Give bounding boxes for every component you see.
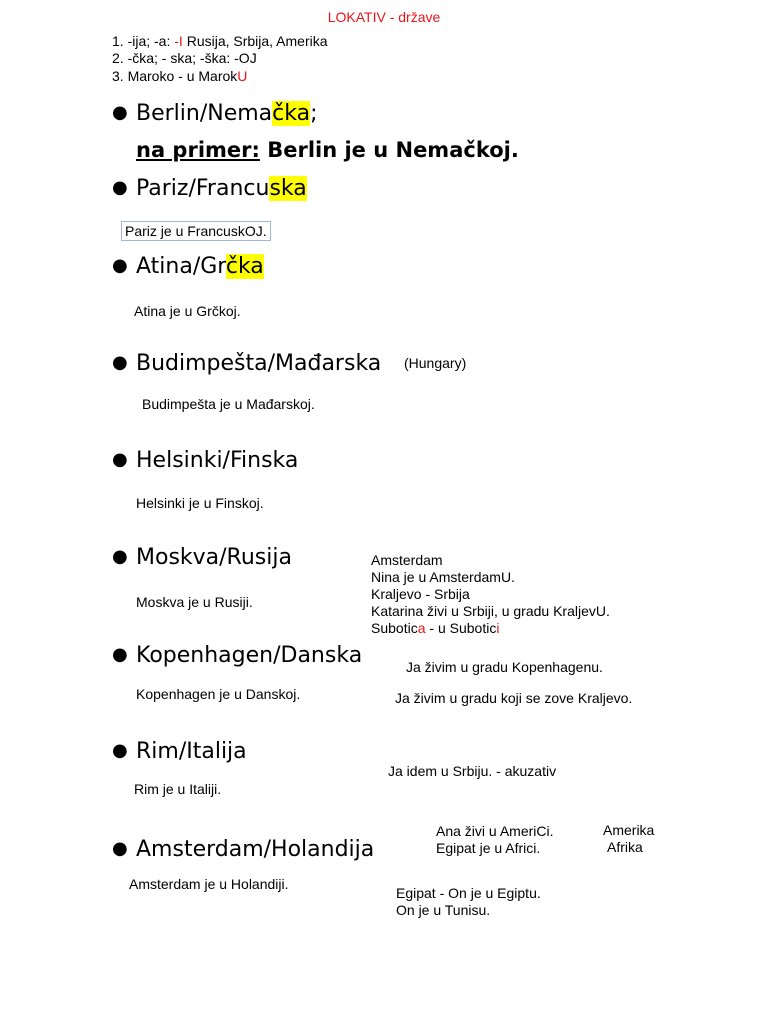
note-text: - u Subotic bbox=[425, 620, 497, 636]
note-line: On je u Tunisu. bbox=[396, 902, 491, 918]
bullet-dot-icon: ● bbox=[112, 546, 128, 567]
bullet-dot-icon: ● bbox=[112, 838, 128, 859]
note-line: Egipat - On je u Egiptu. bbox=[396, 885, 541, 901]
bullet-atina-highlight: čka bbox=[225, 254, 264, 279]
note-line: Amsterdam bbox=[371, 552, 443, 568]
bullet-amsterdam-text: Amsterdam/Holandija bbox=[136, 837, 375, 862]
note-text: Subotic bbox=[371, 620, 418, 636]
bullet-dot-icon: ● bbox=[112, 102, 128, 123]
bullet-dot-icon: ● bbox=[112, 255, 128, 276]
bullet-kopenhagen bbox=[112, 641, 362, 670]
sentence-helsinki: Helsinki je u Finskoj. bbox=[136, 495, 264, 511]
bullet-berlin-text: Berlin/Nema bbox=[136, 101, 273, 126]
bullet-rim bbox=[112, 737, 247, 766]
bullet-helsinki-text: Helsinki/Finska bbox=[136, 448, 299, 473]
note-line: Amerika bbox=[603, 822, 655, 838]
rule-3-text: 3. Maroko - u Marok bbox=[112, 68, 238, 84]
notes-countries-block bbox=[603, 822, 654, 856]
bullet-budimpesta bbox=[112, 349, 381, 378]
bullet-helsinki bbox=[112, 446, 298, 475]
bullet-amsterdam bbox=[112, 835, 374, 864]
example-label: na primer: bbox=[136, 138, 260, 162]
note-hungary: (Hungary) bbox=[404, 355, 467, 371]
bullet-moskva bbox=[112, 543, 292, 572]
note-line-subotica bbox=[371, 620, 610, 637]
example-text: Berlin je u Nemačkoj. bbox=[259, 138, 519, 162]
rule-3 bbox=[112, 68, 247, 85]
note-akuzativ: Ja idem u Srbiju. - akuzativ bbox=[388, 763, 557, 779]
sentence-atina: Atina je u Grčkoj. bbox=[134, 303, 241, 319]
sentence-kopenhagen: Kopenhagen je u Danskoj. bbox=[136, 686, 301, 702]
note-ending: i bbox=[496, 620, 500, 636]
bullet-dot-icon: ● bbox=[112, 740, 128, 761]
bullet-pariz-text: Pariz/Francu bbox=[136, 176, 270, 201]
sentence-pariz: Pariz je u FrancuskOJ. bbox=[121, 221, 271, 241]
bullet-berlin-highlight: čka bbox=[272, 101, 311, 126]
notes-amsterdam-block bbox=[371, 552, 610, 637]
bullet-berlin bbox=[112, 99, 318, 128]
bullet-dot-icon: ● bbox=[112, 449, 128, 470]
bullet-atina-text: Atina/Gr bbox=[136, 254, 226, 279]
note-line: Egipat je u Africi. bbox=[436, 840, 541, 856]
note-line: Katarina živi u Srbiji, u gradu KraljevU. bbox=[371, 603, 610, 619]
rule-2 bbox=[112, 50, 257, 67]
bullet-berlin-end: ; bbox=[310, 101, 318, 126]
rule-1-ending: -I bbox=[174, 33, 183, 49]
bullet-dot-icon: ● bbox=[112, 644, 128, 665]
notes-amerika-block bbox=[436, 823, 553, 857]
rule-1-text: 1. -ija; -a: bbox=[112, 33, 175, 49]
example-line bbox=[136, 138, 519, 162]
note-kopenhagen: Ja živim u gradu Kopenhagenu. bbox=[406, 659, 603, 675]
page-title: LOKATIV - države bbox=[327, 9, 441, 25]
note-line: Nina je u AmsterdamU. bbox=[371, 569, 515, 585]
bullet-budimpesta-text: Budimpešta/Mađarska bbox=[136, 351, 382, 376]
bullet-rim-text: Rim/Italija bbox=[136, 739, 247, 764]
notes-egipat-block bbox=[396, 885, 541, 919]
sentence-amsterdam: Amsterdam je u Holandiji. bbox=[129, 876, 289, 892]
sentence-moskva: Moskva je u Rusiji. bbox=[136, 594, 253, 610]
bullet-moskva-text: Moskva/Rusija bbox=[136, 545, 292, 570]
note-line: Kraljevo - Srbija bbox=[371, 586, 470, 602]
note-line: Afrika bbox=[607, 839, 643, 855]
sentence-rim: Rim je u Italiji. bbox=[134, 781, 222, 797]
sentence-budimpesta: Budimpešta je u Mađarskoj. bbox=[142, 396, 315, 412]
note-ending: a bbox=[417, 620, 426, 636]
rule-3-ending: U bbox=[237, 68, 248, 84]
bullet-pariz-highlight: ska bbox=[269, 176, 307, 201]
rule-2-text: 2. -čka; - ska; -ška: -OJ bbox=[112, 50, 257, 66]
note-kraljevo: Ja živim u gradu koji se zove Kraljevo. bbox=[395, 690, 633, 706]
bullet-dot-icon: ● bbox=[112, 177, 128, 198]
bullet-pariz bbox=[112, 174, 307, 203]
bullet-atina bbox=[112, 252, 264, 281]
note-line: Ana živi u AmeriCi. bbox=[436, 823, 554, 839]
bullet-kopenhagen-text: Kopenhagen/Danska bbox=[136, 643, 363, 668]
rule-1 bbox=[112, 33, 328, 50]
rule-1-examples: Rusija, Srbija, Amerika bbox=[182, 33, 328, 49]
bullet-dot-icon: ● bbox=[112, 352, 128, 373]
